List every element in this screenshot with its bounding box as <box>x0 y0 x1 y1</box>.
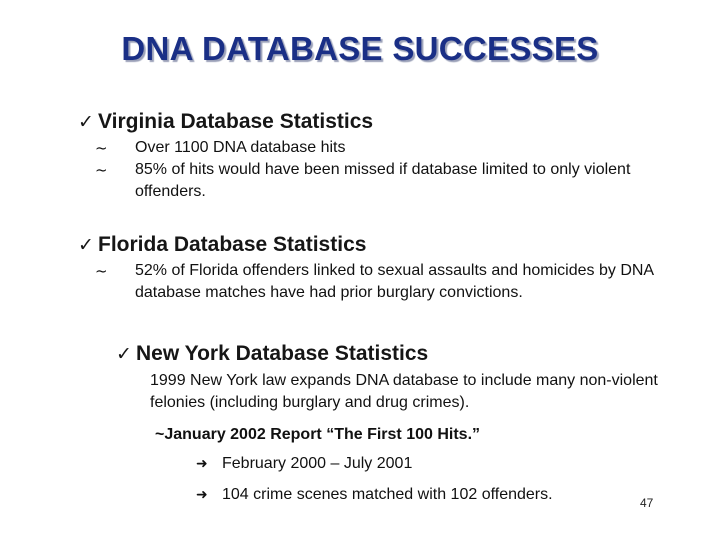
list-item <box>95 137 655 159</box>
slide-title: DNA DATABASE SUCCESSES <box>121 30 599 67</box>
list-item-text: 85% of hits would have been missed if database limited to only violent offenders. <box>135 161 631 200</box>
section-heading-label: Florida Database Statistics <box>98 233 367 256</box>
list-item-text: 104 crime scenes matched with 102 offenders. <box>222 486 553 503</box>
list-item <box>95 159 655 203</box>
tilde-bullet-icon: ~ <box>95 139 108 157</box>
list-item <box>196 486 553 504</box>
section-heading-virginia <box>78 110 373 134</box>
list-item-text: Over 1100 DNA database hits <box>135 139 346 156</box>
list-item <box>196 455 412 473</box>
tilde-bullet-icon: ~ <box>95 262 108 280</box>
checkmark-icon: ✓ <box>116 343 132 365</box>
checkmark-icon: ✓ <box>78 234 94 256</box>
report-title: ~January 2002 Report “The First 100 Hits.” <box>155 426 481 443</box>
section-heading-florida <box>78 233 366 257</box>
section-body-text: 1999 New York law expands DNA database to include many non-violent felonies (including burglary and drug crimes). <box>150 372 658 411</box>
list-item <box>95 260 695 304</box>
arrow-bullet-icon: ➜ <box>196 456 208 472</box>
list-item-text: February 2000 – July 2001 <box>222 455 413 472</box>
tilde-bullet-icon: ~ <box>95 161 108 179</box>
arrow-bullet-icon: ➜ <box>196 487 208 503</box>
checkmark-icon: ✓ <box>78 111 94 133</box>
section-heading-new-york <box>116 342 428 366</box>
list-item-text: 52% of Florida offenders linked to sexual assaults and homicides by DNA database matches have had prior burglary convictions. <box>135 262 654 301</box>
section-heading-label: Virginia Database Statistics <box>98 110 374 133</box>
page-number: 47 <box>640 496 654 510</box>
section-heading-label: New York Database Statistics <box>136 342 429 365</box>
